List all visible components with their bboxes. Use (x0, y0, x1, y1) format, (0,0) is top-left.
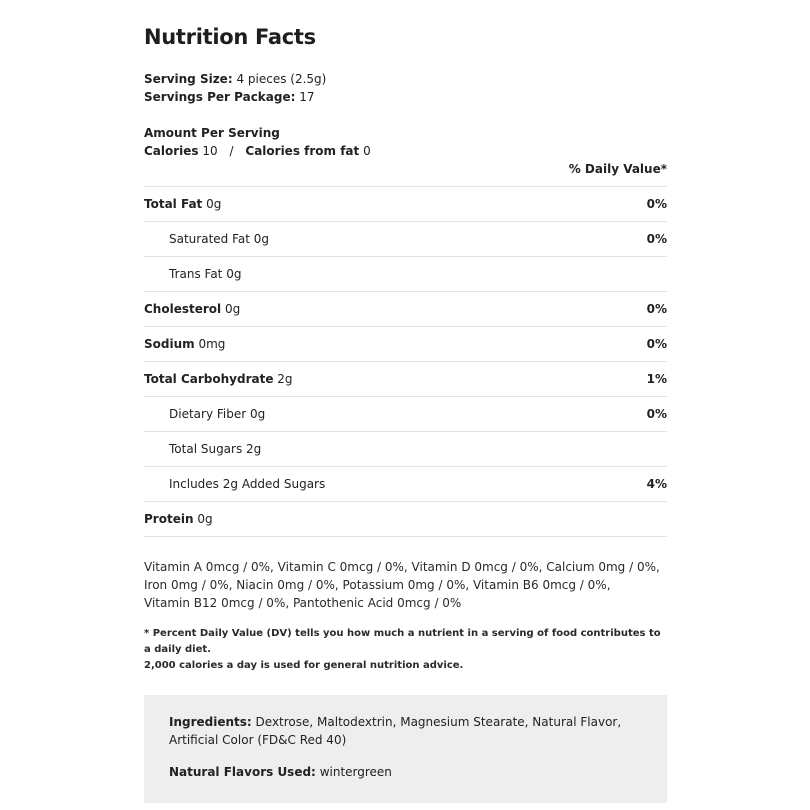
ingredients-label: Ingredients: (169, 715, 252, 729)
nutrient-amount: 0g (206, 197, 222, 211)
nutrient-daily-value: 1% (646, 372, 667, 386)
nutrient-amount: 2g (246, 442, 262, 456)
ingredients-line (169, 713, 642, 749)
nutrient-table (144, 187, 667, 537)
serving-info (144, 70, 667, 106)
footnote-line: 2,000 calories a day is used for general nutrition advice. (144, 660, 464, 671)
nutrient-daily-value: 0% (646, 407, 667, 421)
nutrient-row-total-carbohydrate (144, 362, 667, 397)
nutrient-row-protein (144, 502, 667, 537)
natural-flavors-line (169, 763, 642, 781)
daily-value-header: % Daily Value* (144, 160, 667, 187)
footnote-line: * Percent Daily Value (DV) tells you how much a nutrient in a serving of food contributes to a daily diet. (144, 628, 661, 655)
nutrient-name: Includes 2g Added Sugars (169, 477, 326, 491)
natural-flavors-value: wintergreen (319, 765, 392, 779)
nutrient-row-total-fat (144, 187, 667, 222)
ingredients-value: Dextrose, Maltodextrin, Magnesium Stearate, Natural Flavor, Artificial Color (FD&C Red 40) (169, 715, 622, 747)
vitamins-line: Iron 0mg / 0%, Niacin 0mg / 0%, Potassium 0mg / 0%, Vitamin B6 0mcg / 0%, (144, 578, 611, 592)
nutrient-row-total-sugars (144, 432, 667, 467)
nutrient-name: Total Fat (144, 197, 203, 211)
serving-size (144, 70, 667, 88)
calories-line (144, 142, 667, 160)
nutrient-daily-value: 0% (646, 197, 667, 211)
nutrient-row-dietary-fiber (144, 397, 667, 432)
nutrient-name: Total Sugars (169, 442, 243, 456)
nutrient-amount: 0g (253, 232, 270, 246)
nutrient-name: Cholesterol (144, 302, 222, 316)
nutrient-amount: 2g (277, 372, 293, 386)
nutrient-row-trans-fat (144, 257, 667, 292)
serving-size-label: Serving Size: (144, 72, 233, 86)
nutrient-name: Trans Fat (169, 267, 223, 281)
nutrient-daily-value: 0% (646, 232, 667, 246)
amount-per-serving-label: Amount Per Serving (144, 126, 280, 140)
serving-size-value: 4 pieces (2.5g) (236, 72, 327, 86)
calories-from-fat-label: Calories from fat (245, 144, 360, 158)
vitamins-minerals (144, 558, 667, 612)
nutrient-amount: 0mg (198, 337, 226, 351)
vitamins-line: Vitamin A 0mcg / 0%, Vitamin C 0mcg / 0%, Vitamin D 0mcg / 0%, Calcium 0mg / 0%, (144, 560, 660, 574)
nutrient-daily-value: 4% (646, 477, 667, 491)
nutrient-amount: 0g (197, 512, 213, 526)
calories-label: Calories (144, 144, 199, 158)
vitamins-line: Vitamin B12 0mcg / 0%, Pantothenic Acid 0mcg / 0% (144, 596, 462, 610)
nutrient-daily-value: 0% (646, 302, 667, 316)
nutrient-name: Dietary Fiber (169, 407, 247, 421)
ingredients-box (144, 695, 667, 803)
nutrition-facts-panel (144, 22, 667, 803)
amount-per-serving-section (144, 124, 667, 160)
natural-flavors-label: Natural Flavors Used: (169, 765, 316, 779)
nutrient-name: Saturated Fat (169, 232, 250, 246)
nutrient-amount: 0g (224, 302, 241, 316)
nutrient-row-cholesterol (144, 292, 667, 327)
nutrient-amount: 0g (250, 407, 266, 421)
calories-separator: / (229, 144, 234, 158)
servings-per-package-value: 17 (299, 90, 315, 104)
nutrient-name: Total Carbohydrate (144, 372, 274, 386)
calories-from-fat-value: 0 (363, 144, 371, 158)
nutrient-row-added-sugars (144, 467, 667, 502)
nutrient-amount: 0g (226, 267, 242, 281)
nutrient-row-saturated-fat (144, 222, 667, 257)
nutrient-name: Protein (144, 512, 194, 526)
servings-per-package (144, 88, 667, 106)
calories-value: 10 (202, 144, 218, 158)
page-title: Nutrition Facts (144, 25, 316, 49)
nutrient-name: Sodium (144, 337, 195, 351)
nutrient-daily-value: 0% (646, 337, 667, 351)
servings-per-package-label: Servings Per Package: (144, 90, 296, 104)
daily-value-footnote (144, 626, 667, 674)
nutrient-row-sodium (144, 327, 667, 362)
